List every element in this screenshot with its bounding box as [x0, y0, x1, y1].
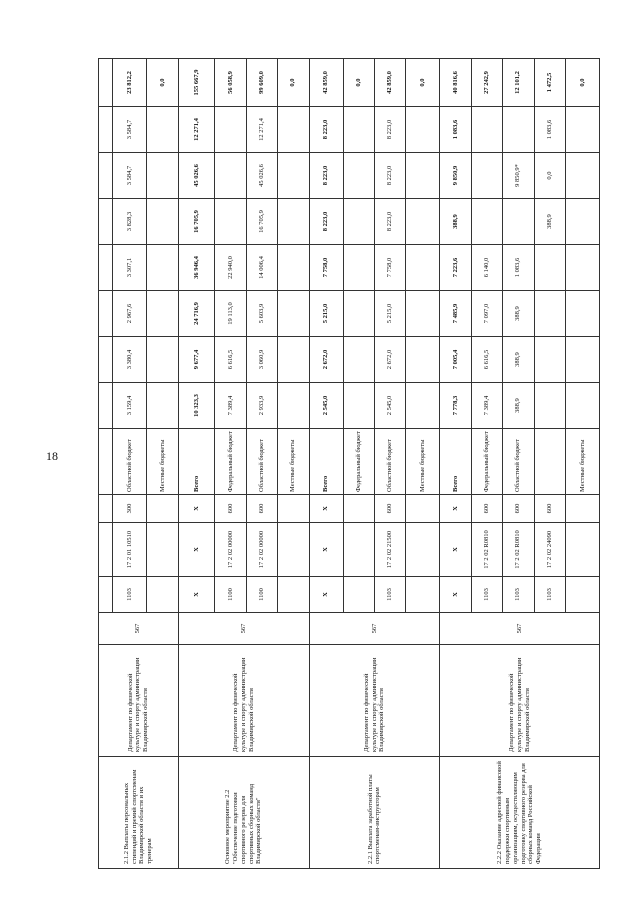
- source-cell: Всего: [178, 429, 215, 495]
- y2018-cell: [471, 199, 502, 245]
- y2019-cell: [99, 153, 113, 199]
- y2015-cell: [99, 337, 113, 383]
- executor-cell: Департамент по физической культуре и спорту администрации Владимирской области: [99, 645, 179, 757]
- budget-table: [98, 58, 600, 869]
- y2016-cell: 5 603,9: [246, 291, 277, 337]
- vr-cell: 600: [534, 495, 565, 523]
- y2020-cell: 12 271,4: [178, 107, 215, 153]
- y2020-cell: [278, 107, 309, 153]
- y2019-cell: 8 223,0: [374, 153, 405, 199]
- y2020-cell: 8 223,0: [309, 107, 343, 153]
- y2017-cell: [147, 245, 178, 291]
- y2015-cell: 3 380,4: [113, 337, 147, 383]
- y2016-cell: [278, 291, 309, 337]
- source-cell: Всего: [309, 429, 343, 495]
- y2015-cell: [147, 337, 178, 383]
- csr-cell: 17 2 02 00000: [215, 523, 246, 577]
- razdel-cell: 1103: [374, 577, 405, 613]
- measure-name-cell: 2.1.2 Выплаты персональных стипендий и премий спортсменам Владимирской области и их тренерам: [99, 757, 179, 869]
- csr-cell: 17 2 01 10510: [113, 523, 147, 577]
- total-cell: 40 816,6: [440, 59, 471, 107]
- y2019-cell: [406, 153, 440, 199]
- y2020-cell: [215, 107, 246, 153]
- y2015-cell: [278, 337, 309, 383]
- source-cell: Федеральный бюджет: [343, 429, 374, 495]
- csr-cell: Х: [309, 523, 343, 577]
- y2015-cell: [534, 337, 565, 383]
- y2019-cell: [565, 153, 599, 199]
- razdel-cell: [147, 577, 178, 613]
- executor-cell: Департамент по физической культуре и спорту администрации Владимирской области: [178, 645, 309, 757]
- y2015-cell: 7 005,4: [440, 337, 471, 383]
- y2018-cell: [343, 199, 374, 245]
- y2014-cell: 388,9: [503, 383, 534, 429]
- source-cell: Федеральный бюджет: [215, 429, 246, 495]
- y2014-cell: [278, 383, 309, 429]
- y2017-cell: 22 940,0: [215, 245, 246, 291]
- table-row: [178, 59, 215, 869]
- y2020-cell: [406, 107, 440, 153]
- y2016-cell: 7 485,9: [440, 291, 471, 337]
- y2015-cell: [406, 337, 440, 383]
- total-cell: 27 242,9: [471, 59, 502, 107]
- total-cell: 99 609,0: [246, 59, 277, 107]
- vr-cell: [99, 495, 113, 523]
- csr-cell: 17 2 02 00000: [246, 523, 277, 577]
- source-cell: [534, 429, 565, 495]
- source-cell: Областной бюджет: [246, 429, 277, 495]
- vr-cell: Х: [440, 495, 471, 523]
- y2018-cell: 16 705,9: [178, 199, 215, 245]
- y2020-cell: 1 083,6: [440, 107, 471, 153]
- razdel-cell: 1103: [471, 577, 502, 613]
- y2018-cell: 388,9: [534, 199, 565, 245]
- razdel-cell: Х: [309, 577, 343, 613]
- y2015-cell: [565, 337, 599, 383]
- vr-cell: [343, 495, 374, 523]
- razdel-cell: [343, 577, 374, 613]
- source-cell: Областной бюджет: [374, 429, 405, 495]
- total-cell: 0,0: [147, 59, 178, 107]
- total-cell: 56 058,9: [215, 59, 246, 107]
- vr-cell: Х: [309, 495, 343, 523]
- y2019-cell: 45 026,6: [178, 153, 215, 199]
- csr-cell: [343, 523, 374, 577]
- y2016-cell: [565, 291, 599, 337]
- y2017-cell: [278, 245, 309, 291]
- grbs-cell: 567: [178, 613, 309, 645]
- razdel-cell: [99, 577, 113, 613]
- source-cell: Областной бюджет: [113, 429, 147, 495]
- csr-cell: [147, 523, 178, 577]
- y2019-cell: [471, 153, 502, 199]
- total-cell: 42 859,0: [309, 59, 343, 107]
- razdel-cell: [278, 577, 309, 613]
- total-cell: 0,0: [406, 59, 440, 107]
- csr-cell: 17 2 02 21500: [374, 523, 405, 577]
- y2016-cell: [99, 291, 113, 337]
- y2016-cell: [406, 291, 440, 337]
- y2020-cell: 12 271,4: [246, 107, 277, 153]
- y2017-cell: 14 006,4: [246, 245, 277, 291]
- y2014-cell: 7 778,3: [440, 383, 471, 429]
- source-cell: Местные бюджеты: [278, 429, 309, 495]
- razdel-cell: Х: [440, 577, 471, 613]
- vr-cell: [406, 495, 440, 523]
- executor-cell: Департамент по физической культуре и спорту администрации Владимирской области: [440, 645, 600, 757]
- grbs-cell: 567: [99, 613, 179, 645]
- grbs-cell: 567: [309, 613, 440, 645]
- measure-name-cell: 2.2.2 Оказание адресной финансовой поддержки спортивным организациям, осуществляющим подготовку спортивного резерва для сборных команд Российской Федерации: [440, 757, 600, 869]
- csr-cell: Х: [178, 523, 215, 577]
- y2017-cell: [534, 245, 565, 291]
- y2016-cell: 19 113,0: [215, 291, 246, 337]
- y2014-cell: [406, 383, 440, 429]
- y2016-cell: [534, 291, 565, 337]
- y2019-cell: [343, 153, 374, 199]
- y2020-cell: [471, 107, 502, 153]
- y2019-cell: 8 223,0: [309, 153, 343, 199]
- source-cell: [99, 429, 113, 495]
- y2014-cell: [534, 383, 565, 429]
- csr-cell: [406, 523, 440, 577]
- y2014-cell: [565, 383, 599, 429]
- table-body: [99, 59, 600, 869]
- vr-cell: [278, 495, 309, 523]
- y2016-cell: [343, 291, 374, 337]
- source-cell: Местные бюджеты: [147, 429, 178, 495]
- y2017-cell: 36 946,4: [178, 245, 215, 291]
- y2017-cell: [565, 245, 599, 291]
- vr-cell: 300: [113, 495, 147, 523]
- y2014-cell: 3 159,4: [113, 383, 147, 429]
- source-cell: Федеральный бюджет: [471, 429, 502, 495]
- y2017-cell: [99, 245, 113, 291]
- y2019-cell: [147, 153, 178, 199]
- razdel-cell: [406, 577, 440, 613]
- rotated-table-container: [98, 63, 600, 869]
- total-cell: 0,0: [278, 59, 309, 107]
- y2015-cell: 6 616,5: [471, 337, 502, 383]
- y2019-cell: [215, 153, 246, 199]
- source-cell: Всего: [440, 429, 471, 495]
- y2015-cell: [343, 337, 374, 383]
- y2015-cell: 3 060,9: [246, 337, 277, 383]
- y2018-cell: [215, 199, 246, 245]
- total-cell: 42 859,0: [374, 59, 405, 107]
- y2018-cell: 388,9: [440, 199, 471, 245]
- vr-cell: 600: [215, 495, 246, 523]
- y2016-cell: 5 215,0: [374, 291, 405, 337]
- csr-cell: 17 2 02 R0810: [471, 523, 502, 577]
- y2016-cell: 7 097,0: [471, 291, 502, 337]
- grbs-cell: 567: [440, 613, 600, 645]
- vr-cell: [147, 495, 178, 523]
- table-row: [440, 59, 471, 869]
- source-cell: Областной бюджет: [503, 429, 534, 495]
- total-cell: 23 812,2: [113, 59, 147, 107]
- y2019-cell: 9 850,9*: [503, 153, 534, 199]
- y2014-cell: 2 545,0: [309, 383, 343, 429]
- y2017-cell: 7 223,6: [440, 245, 471, 291]
- y2020-cell: [99, 107, 113, 153]
- y2015-cell: 6 616,5: [215, 337, 246, 383]
- y2018-cell: 3 828,3: [113, 199, 147, 245]
- vr-cell: Х: [178, 495, 215, 523]
- y2020-cell: 3 584,7: [113, 107, 147, 153]
- y2018-cell: 8 223,0: [374, 199, 405, 245]
- source-cell: Местные бюджеты: [406, 429, 440, 495]
- y2017-cell: [406, 245, 440, 291]
- y2018-cell: [503, 199, 534, 245]
- y2015-cell: 9 677,4: [178, 337, 215, 383]
- y2020-cell: [503, 107, 534, 153]
- y2019-cell: 45 026,6: [246, 153, 277, 199]
- total-cell: 0,0: [565, 59, 599, 107]
- total-cell: 0,0: [343, 59, 374, 107]
- y2014-cell: [343, 383, 374, 429]
- vr-cell: 600: [471, 495, 502, 523]
- razdel-cell: Х: [178, 577, 215, 613]
- y2014-cell: 7 389,4: [471, 383, 502, 429]
- y2016-cell: 24 716,9: [178, 291, 215, 337]
- y2017-cell: 7 758,0: [309, 245, 343, 291]
- executor-cell: Департамент по физической культуре и спорту администрации Владимирской области: [309, 645, 440, 757]
- y2016-cell: 5 215,0: [309, 291, 343, 337]
- y2015-cell: 2 672,0: [309, 337, 343, 383]
- y2016-cell: [147, 291, 178, 337]
- y2018-cell: [406, 199, 440, 245]
- csr-cell: [565, 523, 599, 577]
- table-row: [99, 59, 113, 869]
- y2015-cell: 2 672,0: [374, 337, 405, 383]
- y2014-cell: 2 545,0: [374, 383, 405, 429]
- y2017-cell: 1 083,6: [503, 245, 534, 291]
- csr-cell: [278, 523, 309, 577]
- csr-cell: 17 2 02 24090: [534, 523, 565, 577]
- y2018-cell: 16 705,9: [246, 199, 277, 245]
- total-cell: [99, 59, 113, 107]
- y2018-cell: [278, 199, 309, 245]
- y2019-cell: 3 584,7: [113, 153, 147, 199]
- y2020-cell: 8 223,0: [374, 107, 405, 153]
- razdel-cell: 1103: [503, 577, 534, 613]
- y2017-cell: 6 140,0: [471, 245, 502, 291]
- total-cell: 1 472,5: [534, 59, 565, 107]
- y2015-cell: 388,9: [503, 337, 534, 383]
- y2017-cell: [343, 245, 374, 291]
- y2018-cell: 8 223,0: [309, 199, 343, 245]
- y2017-cell: 7 758,0: [374, 245, 405, 291]
- total-cell: 12 101,2: [503, 59, 534, 107]
- y2014-cell: [99, 383, 113, 429]
- y2019-cell: 9 850,9: [440, 153, 471, 199]
- razdel-cell: 1100: [215, 577, 246, 613]
- page-number: 18: [46, 449, 58, 463]
- y2018-cell: [99, 199, 113, 245]
- csr-cell: 17 2 02 R0810: [503, 523, 534, 577]
- measure-name-cell: 2.2.1 Выплата заработной платы спортсменам-инструкторам: [309, 757, 440, 869]
- razdel-cell: 1100: [246, 577, 277, 613]
- vr-cell: 600: [246, 495, 277, 523]
- y2017-cell: 3 307,1: [113, 245, 147, 291]
- y2014-cell: 7 389,4: [215, 383, 246, 429]
- table-row: [309, 59, 343, 869]
- vr-cell: [565, 495, 599, 523]
- source-cell: Местные бюджеты: [565, 429, 599, 495]
- total-cell: 155 667,9: [178, 59, 215, 107]
- y2014-cell: [147, 383, 178, 429]
- y2020-cell: [565, 107, 599, 153]
- y2020-cell: 1 083,6: [534, 107, 565, 153]
- y2019-cell: 0,0: [534, 153, 565, 199]
- y2019-cell: [278, 153, 309, 199]
- y2016-cell: 2 967,6: [113, 291, 147, 337]
- y2016-cell: 388,9: [503, 291, 534, 337]
- razdel-cell: 1103: [113, 577, 147, 613]
- y2020-cell: [343, 107, 374, 153]
- csr-cell: [99, 523, 113, 577]
- csr-cell: Х: [440, 523, 471, 577]
- y2018-cell: [147, 199, 178, 245]
- razdel-cell: 1103: [534, 577, 565, 613]
- y2018-cell: [565, 199, 599, 245]
- vr-cell: 600: [374, 495, 405, 523]
- measure-name-cell: Основное мероприятие 2.2 "Обеспечение подготовки спортивного резерва для спортивных сборных команд Владимирской области": [178, 757, 309, 869]
- vr-cell: 600: [503, 495, 534, 523]
- y2014-cell: 10 323,3: [178, 383, 215, 429]
- y2014-cell: 2 933,9: [246, 383, 277, 429]
- y2020-cell: [147, 107, 178, 153]
- razdel-cell: [565, 577, 599, 613]
